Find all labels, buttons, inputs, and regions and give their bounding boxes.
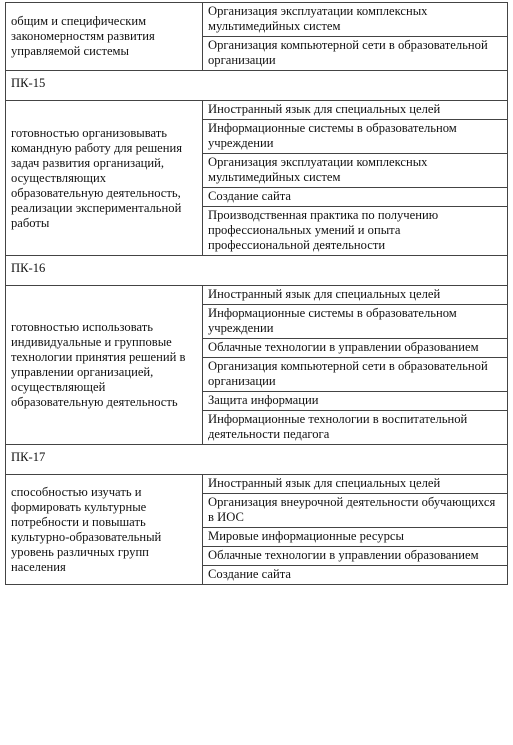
competency-description: готовностью организовывать командную работу для решения задач развития организаций, осуществляющих образовательную деятельность, реализации экспериментальной работы [6,101,203,256]
discipline-item: Облачные технологии в управлении образованием [203,339,508,358]
discipline-item: Организация компьютерной сети в образовательной организации [203,37,508,71]
competency-code: ПК-16 [6,256,508,286]
competency-code-row [6,71,508,101]
table-row [6,101,508,120]
discipline-item: Организация эксплуатации комплексных мультимедийных систем [203,154,508,188]
discipline-item: Информационные технологии в воспитательной деятельности педагога [203,411,508,445]
discipline-item: Иностранный язык для специальных целей [203,475,508,494]
discipline-item: Информационные системы в образовательном учреждении [203,120,508,154]
discipline-item: Защита информации [203,392,508,411]
discipline-item: Облачные технологии в управлении образованием [203,547,508,566]
competency-description: способностью изучать и формировать культурные потребности и повышать культурно-образовательный уровень различных групп населения [6,475,203,585]
competency-code: ПК-15 [6,71,508,101]
discipline-item: Иностранный язык для специальных целей [203,286,508,305]
competency-description: готовностью использовать индивидуальные и групповые технологии принятия решений в управлении организацией, осуществляющей образовательную деятельность [6,286,203,445]
discipline-item: Организация эксплуатации комплексных мультимедийных систем [203,3,508,37]
discipline-item: Мировые информационные ресурсы [203,528,508,547]
competency-code-row [6,445,508,475]
discipline-item: Создание сайта [203,566,508,585]
discipline-item: Организация компьютерной сети в образовательной организации [203,358,508,392]
competency-table [5,2,508,585]
discipline-item: Создание сайта [203,188,508,207]
discipline-item: Иностранный язык для специальных целей [203,101,508,120]
table-row [6,286,508,305]
competency-description: общим и специфическим закономерностям развития управляемой системы [6,3,203,71]
discipline-item: Производственная практика по получению профессиональных умений и опыта профессиональной деятельности [203,207,508,256]
table-row [6,3,508,37]
table-row [6,475,508,494]
discipline-item: Информационные системы в образовательном учреждении [203,305,508,339]
competency-code: ПК-17 [6,445,508,475]
competency-code-row [6,256,508,286]
discipline-item: Организация внеурочной деятельности обучающихся в ИОС [203,494,508,528]
